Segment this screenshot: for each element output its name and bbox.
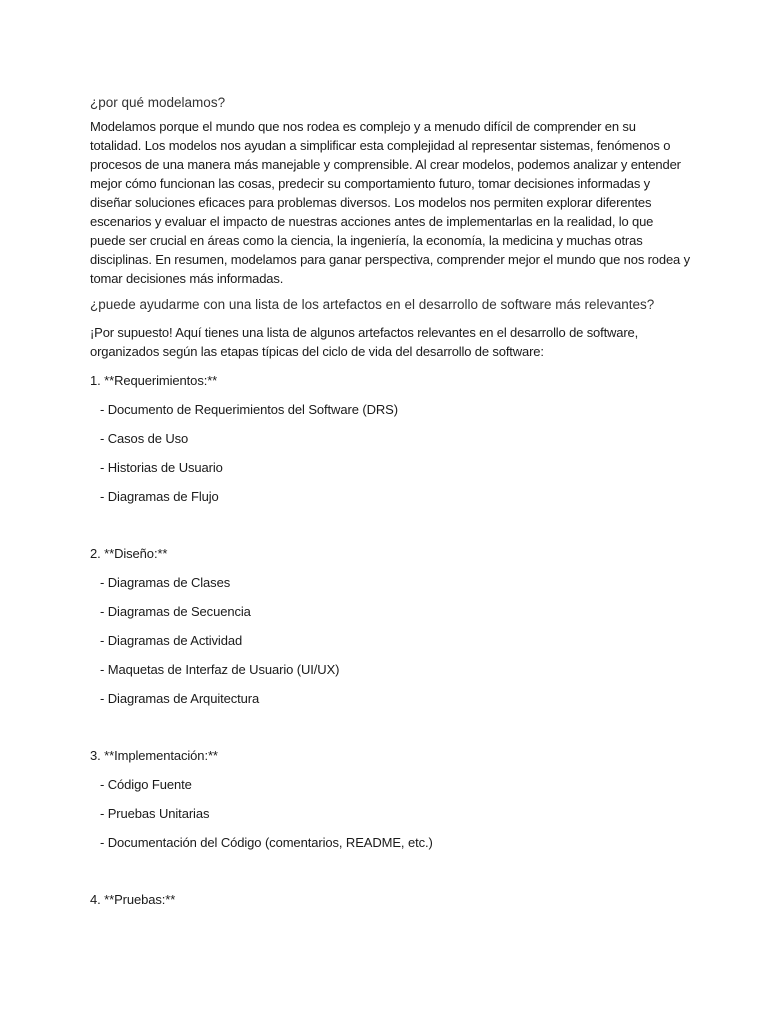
answer-artifacts-intro: ¡Por supuesto! Aquí tienes una lista de algunos artefactos relevantes en el desarrollo de software, organizados según las etapas típicas del ciclo de vida del desarrollo de software: bbox=[90, 325, 639, 359]
list-item: - Documentación del Código (comentarios, README, etc.) bbox=[100, 835, 433, 850]
list-item: - Código Fuente bbox=[100, 777, 192, 792]
section-requirements bbox=[90, 371, 690, 516]
list-item: - Historias de Usuario bbox=[100, 460, 223, 475]
list-item: - Diagramas de Arquitectura bbox=[100, 691, 260, 706]
section-heading: 4. **Pruebas:** bbox=[90, 892, 176, 907]
document-page bbox=[90, 94, 690, 919]
list-item: - Maquetas de Interfaz de Usuario (UI/UX) bbox=[100, 662, 340, 677]
section-design bbox=[90, 544, 690, 718]
list-item: - Diagramas de Secuencia bbox=[100, 604, 251, 619]
list-item: - Diagramas de Actividad bbox=[100, 633, 243, 648]
list-item: - Casos de Uso bbox=[100, 431, 189, 446]
question-artifacts: ¿puede ayudarme con una lista de los artefactos en el desarrollo de software más relevantes? bbox=[90, 297, 655, 312]
section-heading: 2. **Diseño:** bbox=[90, 546, 168, 561]
list-item: - Diagramas de Clases bbox=[100, 575, 231, 590]
section-spacer bbox=[90, 516, 690, 544]
section-implementation bbox=[90, 746, 690, 862]
section-spacer bbox=[90, 862, 690, 890]
section-testing bbox=[90, 890, 690, 919]
list-item: - Diagramas de Flujo bbox=[100, 489, 219, 504]
section-heading: 1. **Requerimientos:** bbox=[90, 373, 218, 388]
section-spacer bbox=[90, 718, 690, 746]
list-item: - Documento de Requerimientos del Software (DRS) bbox=[100, 402, 398, 417]
list-item: - Pruebas Unitarias bbox=[100, 806, 210, 821]
answer-why-model: Modelamos porque el mundo que nos rodea es complejo y a menudo difícil de comprender en su totalidad. Los modelos nos ayudan a simplificar esta complejidad al representar sistemas, fenómenos o procesos de una manera más manejable y comprensible. Al crear modelos, podemos analizar y entender mejor cómo funcionan las cosas, predecir su comportamiento futuro, tomar decisiones informadas y diseñar soluciones eficaces para problemas diversos. Los modelos nos permiten explorar diferentes escenarios y evaluar el impacto de nuestras acciones antes de implementarlas en la realidad, lo que puede ser crucial en áreas como la ciencia, la ingeniería, la economía, la medicina y muchas otras disciplinas. En resumen, modelamos para ganar perspectiva, comprender mejor el mundo que nos rodea y tomar decisiones más informadas. bbox=[90, 119, 690, 286]
section-heading: 3. **Implementación:** bbox=[90, 748, 218, 763]
question-why-model: ¿por qué modelamos? bbox=[90, 95, 226, 110]
